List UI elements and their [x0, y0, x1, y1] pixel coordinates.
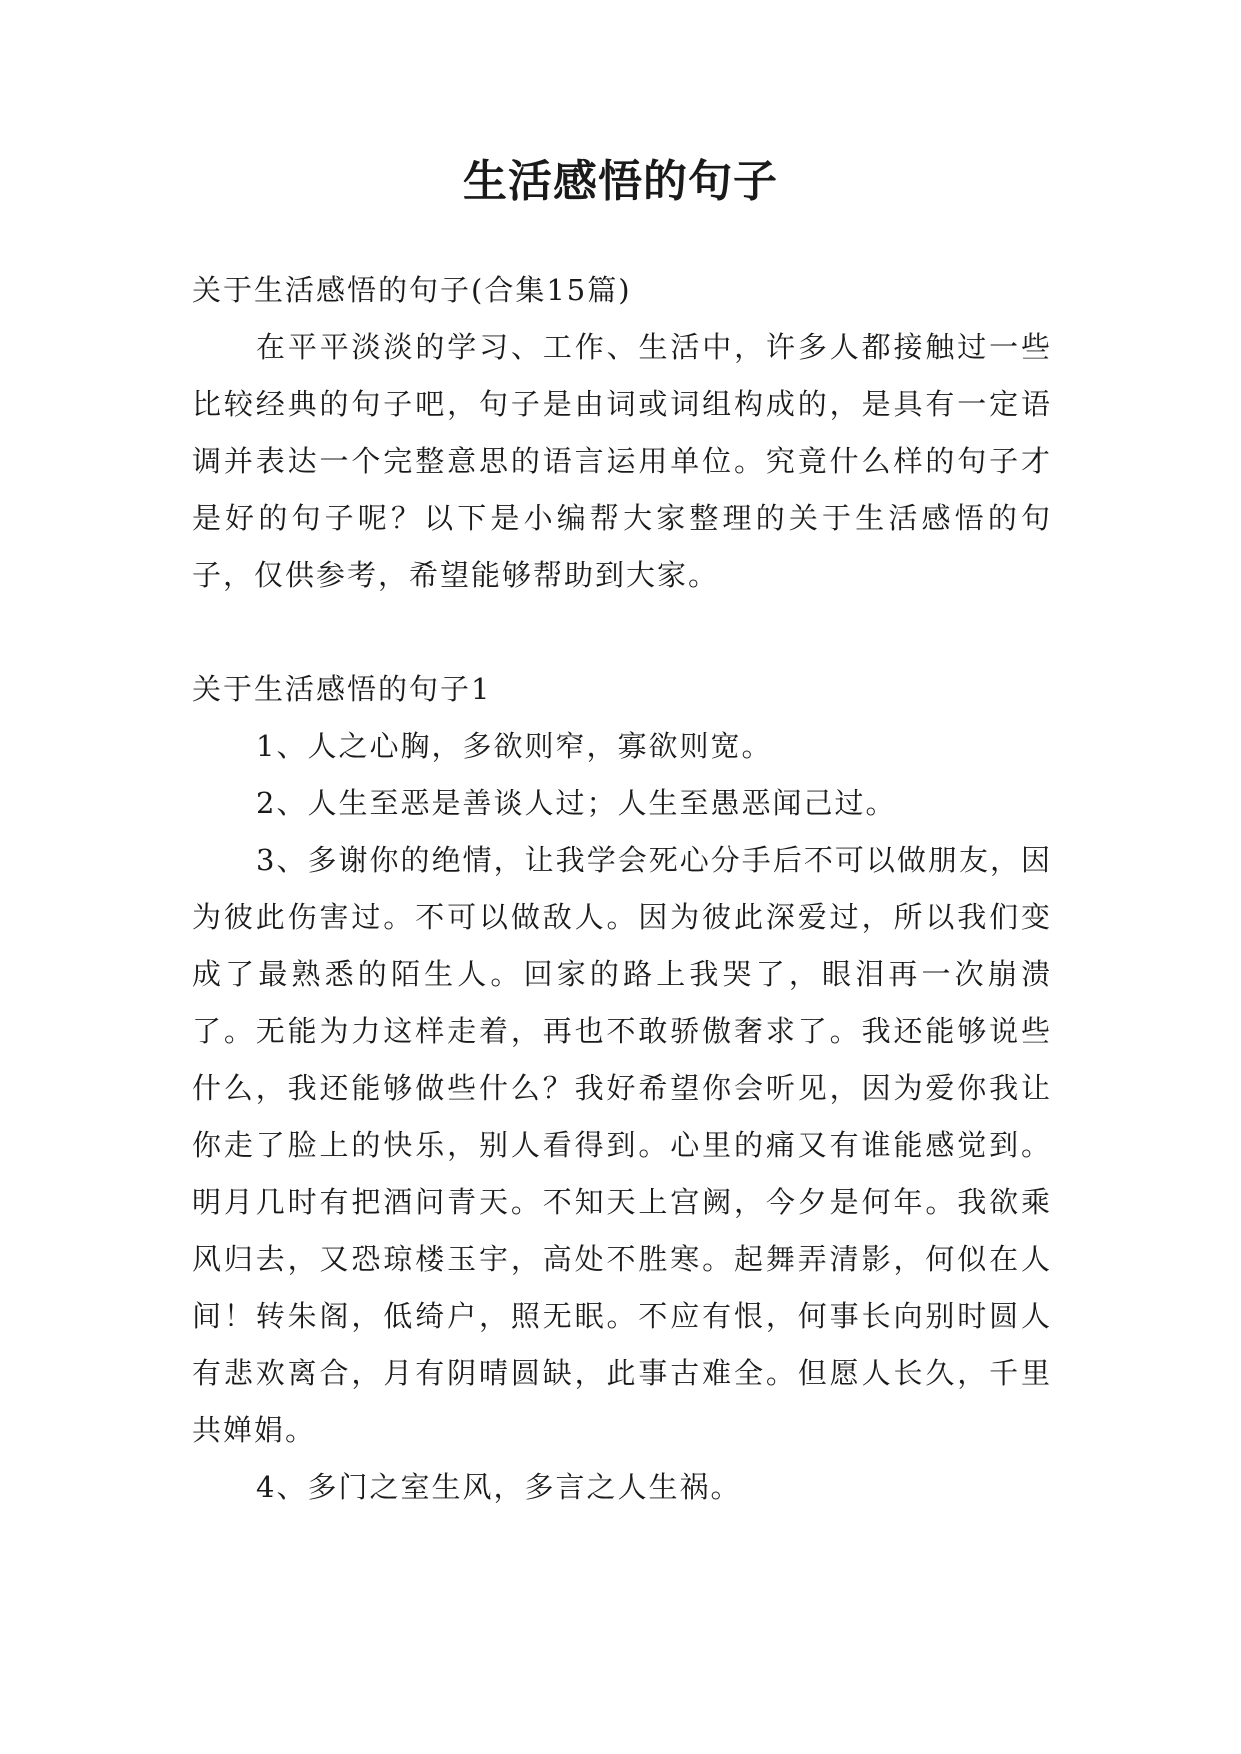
- intro-paragraph: 在平平淡淡的学习、工作、生活中，许多人都接触过一些比较经典的句子吧，句子是由词或词组构成的，是具有一定语调并表达一个完整意思的语言运用单位。究竟什么样的句子才是好的句子呢？以下是小编帮大家整理的关于生活感悟的句子，仅供参考，希望能够帮助到大家。: [192, 330, 1052, 592]
- list-item: 4、多门之室生风，多言之人生祸。: [256, 1470, 742, 1504]
- document-body: [192, 262, 1052, 1516]
- list-item: 2、人生至恶是善谈人过；人生至愚恶闻己过。: [256, 786, 897, 820]
- list-item: 1、人之心胸，多欲则窄，寡欲则宽。: [256, 729, 773, 763]
- paragraph-spacer: [192, 604, 1052, 661]
- collection-heading: 关于生活感悟的句子(合集15篇): [192, 273, 632, 307]
- list-item: 3、多谢你的绝情，让我学会死心分手后不可以做朋友，因为彼此伤害过。不可以做敌人。因为彼此深爱过，所以我们变成了最熟悉的陌生人。回家的路上我哭了，眼泪再一次崩溃了。无能为力这样走着，再也不敢骄傲奢求了。我还能够说些什么，我还能够做些什么？我好希望你会听见，因为爱你我让你走了脸上的快乐，别人看得到。心里的痛又有谁能感觉到。明月几时有把酒问青天。不知天上宫阙，今夕是何年。我欲乘风归去，又恐琼楼玉宇，高处不胜寒。起舞弄清影，何似在人间！转朱阁，低绮户，照无眠。不应有恨，何事长向别时圆人有悲欢离合，月有阴晴圆缺，此事古难全。但愿人长久，千里共婵娟。: [192, 843, 1052, 1447]
- page-title: 生活感悟的句子: [463, 156, 778, 207]
- section-heading: 关于生活感悟的句子1: [192, 672, 492, 706]
